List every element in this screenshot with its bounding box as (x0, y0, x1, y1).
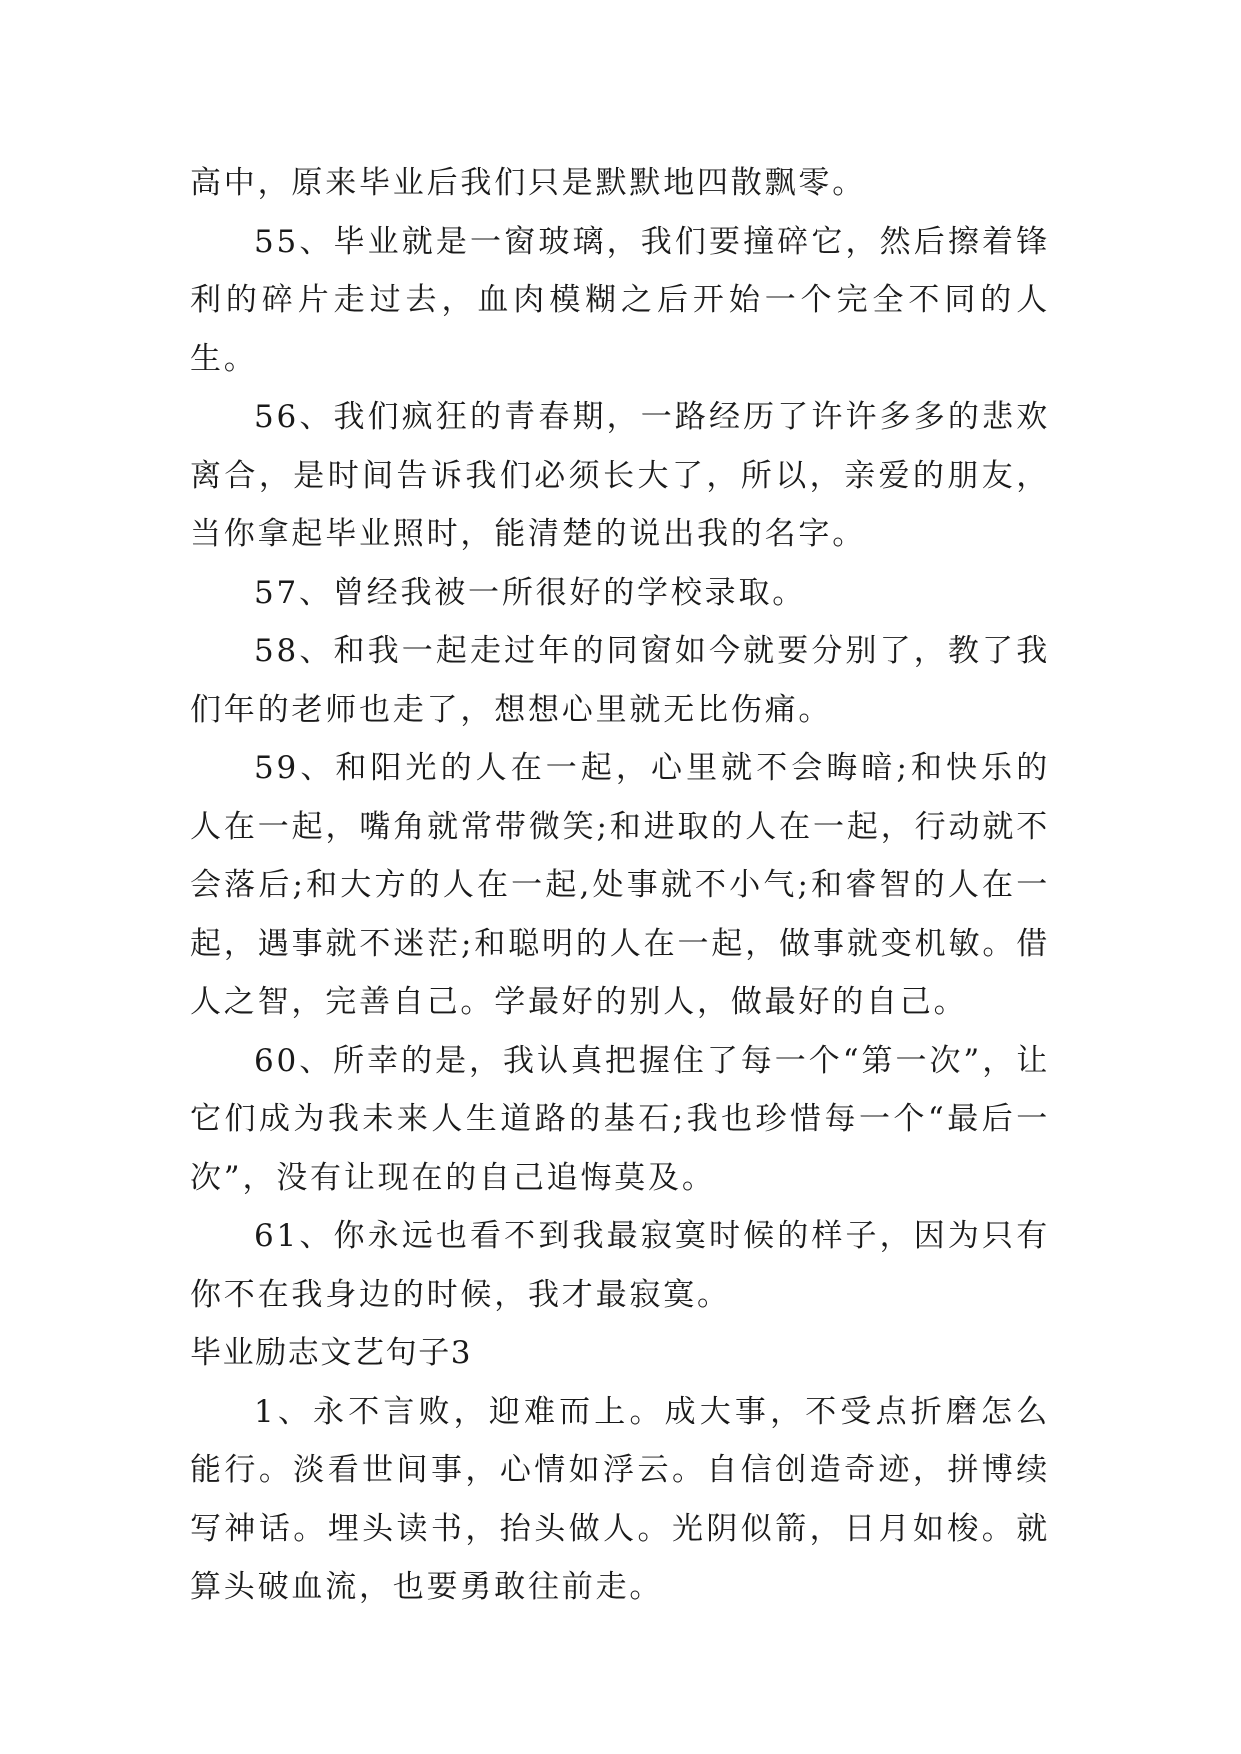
paragraph-item-1: 1、永不言败，迎难而上。成大事，不受点折磨怎么能行。淡看世间事，心情如浮云。自信创造奇迹，拼博续写神话。埋头读书，抬头做人。光阴似箭，日月如梭。就算头破血流，也要勇敢往前走。 (190, 1393, 1050, 1605)
paragraph-item-56: 56、我们疯狂的青春期，一路经历了许许多多的悲欢离合，是时间告诉我们必须长大了，所以，亲爱的朋友，当你拿起毕业照时，能清楚的说出我的名字。 (190, 399, 1050, 552)
document-body (190, 154, 1050, 1617)
paragraph-continuation: 高中，原来毕业后我们只是默默地四散飘零。 (190, 165, 866, 201)
paragraph-item-59: 59、和阳光的人在一起，心里就不会晦暗;和快乐的人在一起，嘴角就常带微笑;和进取的人在一起，行动就不会落后;和大方的人在一起,处事就不小气;和睿智的人在一起，遇事就不迷茫;和聪明的人在一起，做事就变机敏。借人之智，完善自己。学最好的别人，做最好的自己。 (190, 750, 1050, 1020)
paragraph-item-61: 61、你永远也看不到我最寂寞时候的样子，因为只有你不在我身边的时候，我才最寂寞。 (190, 1218, 1050, 1313)
paragraph-item-57: 57、曾经我被一所很好的学校录取。 (254, 574, 807, 611)
section-heading: 毕业励志文艺句子3 (190, 1335, 473, 1371)
paragraph-item-58: 58、和我一起走过年的同窗如今就要分别了，教了我们年的老师也走了，想想心里就无比伤痛。 (190, 633, 1050, 728)
paragraph-item-60: 60、所幸的是，我认真把握住了每一个“第一次”，让它们成为我未来人生道路的基石;我也珍惜每一个“最后一次”，没有让现在的自己追悔莫及。 (190, 1042, 1050, 1196)
paragraph-item-55: 55、毕业就是一窗玻璃，我们要撞碎它，然后擦着锋利的碎片走过去，血肉模糊之后开始一个完全不同的人生。 (190, 223, 1050, 377)
